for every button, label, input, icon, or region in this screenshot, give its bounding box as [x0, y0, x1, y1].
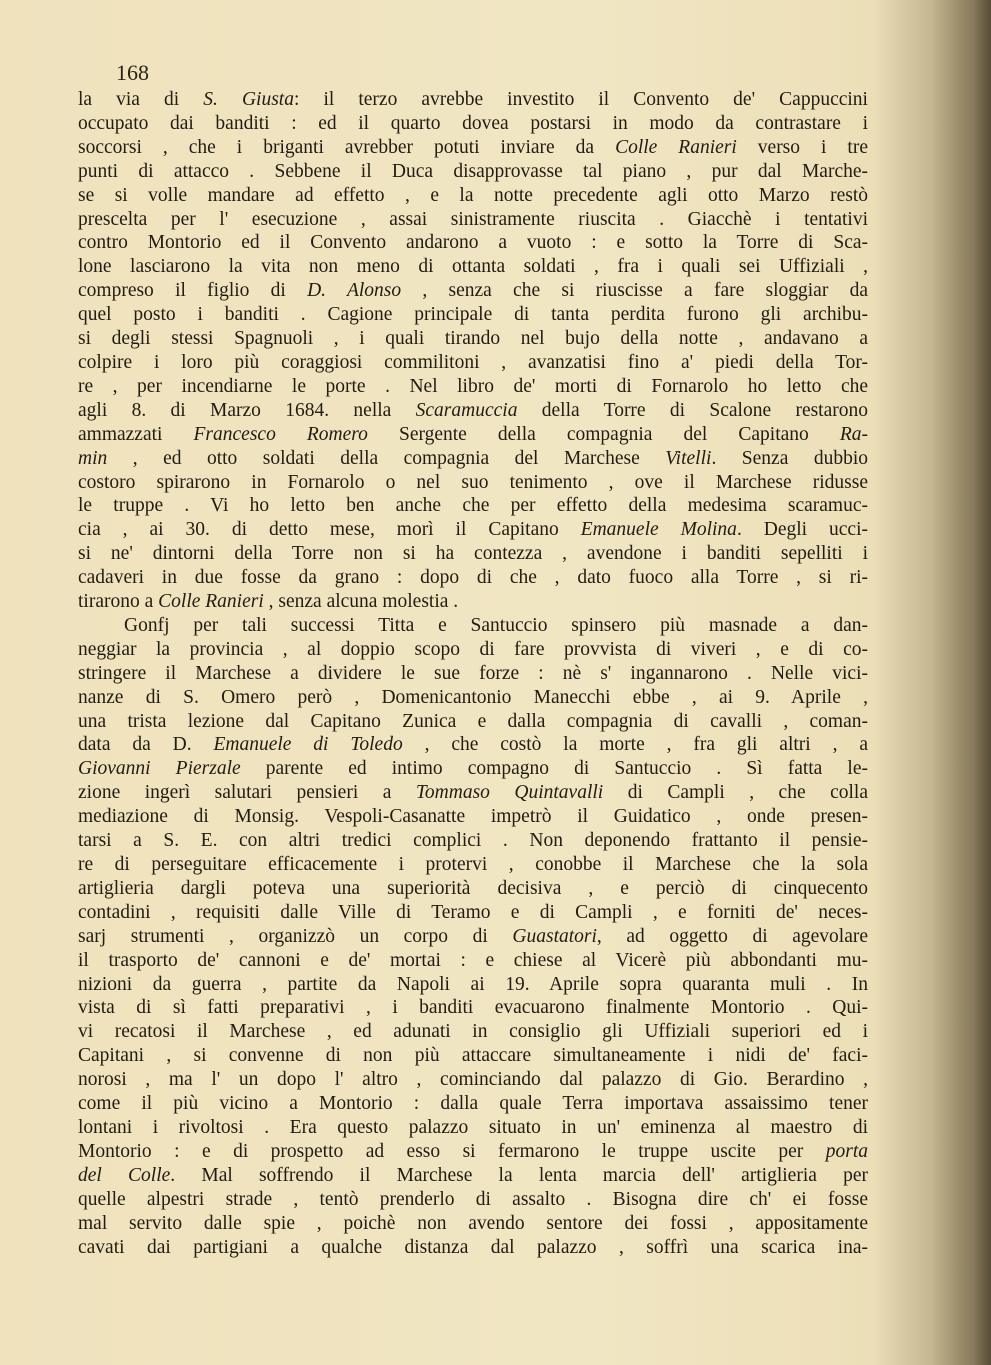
- text-run: Montorio : e di prospetto ad esso si fermarono le truppe uscite per: [78, 1140, 826, 1162]
- italic-run: min: [78, 447, 108, 469]
- page-binding-shadow: [931, 0, 991, 1365]
- text-run: , senza alcuna molestia .: [263, 591, 459, 613]
- text-run: quelle alpestri strade , tentò prenderlo di assalto . Bisogna dire ch' ei fosse: [78, 1188, 868, 1210]
- italic-run: porta: [825, 1140, 868, 1162]
- text-run: re di perseguitare efficacemente i protervi , conobbe il Marchese che la sola: [78, 854, 868, 875]
- text-run: vista di sì fatti preparativi , i banditi evacuarono finalmente Montorio . Qui-: [78, 997, 868, 1019]
- text-run: sarj strumenti , organizzò un corpo di: [78, 925, 513, 947]
- text-line: [78, 518, 868, 542]
- text-line: [78, 471, 868, 495]
- text-line: [78, 973, 868, 997]
- text-line: [78, 255, 868, 279]
- text-line: [78, 590, 868, 614]
- text-run: colpire i loro più coraggiosi commilitoni , avanzatisi fino a' piedi della Tor-: [78, 351, 868, 373]
- text-line: [78, 566, 868, 590]
- text-line: [78, 423, 868, 447]
- italic-run: Vitelli: [665, 447, 712, 469]
- text-run: parente ed intimo compagno di Santuccio . Sì fatta le-: [240, 758, 869, 780]
- text-run: compreso il figlio di: [78, 280, 308, 302]
- text-run: ammazzati: [78, 423, 194, 445]
- text-run: lontani i rivoltosi . Era questo palazzo situato in un' eminenza al maestro di: [78, 1116, 868, 1138]
- text-run: tarsi a S. E. con altri tredici complici . Non deponendo frattanto il pensie-: [78, 830, 868, 852]
- text-run: verso i tre: [736, 136, 868, 158]
- text-line: [78, 996, 868, 1020]
- text-line: [78, 662, 868, 686]
- text-run: , che costò la morte , fra gli altri , a: [402, 734, 868, 756]
- text-line: [78, 1212, 868, 1236]
- text-line: [78, 375, 868, 399]
- text-line: [78, 925, 868, 949]
- italic-run: Tommaso Quintavalli: [415, 782, 604, 804]
- text-line: [78, 1116, 868, 1140]
- text-line: [78, 112, 868, 136]
- text-run: costoro spirarono in Fornarolo o nel suo tenimento , ove il Marchese ridusse: [78, 471, 868, 493]
- text-run: Capitani , si convenne di non più attaccare simultaneamente i nidi de' faci-: [78, 1045, 868, 1067]
- text-run: agli 8. di Marzo 1684. nella: [78, 399, 416, 421]
- text-run: lone lasciarono la vita non meno di ottanta soldati , fra i quali sei Uffiziali ,: [78, 256, 868, 278]
- text-run: le truppe . Vi ho letto ben anche che per effetto della medesima scaramuc-: [78, 495, 868, 517]
- italic-run: Scaramuccia: [415, 399, 518, 421]
- text-line: [78, 1140, 868, 1164]
- text-line: [78, 614, 868, 638]
- text-line: [78, 733, 868, 757]
- text-run: , ad oggetto di agevolare: [596, 925, 868, 947]
- italic-run: Ra-: [839, 423, 868, 445]
- text-run: la via di: [78, 89, 204, 110]
- body-text: [78, 88, 868, 1259]
- text-line: [78, 303, 868, 327]
- text-run: il trasporto de' cannoni e de' mortai : e chiese al Vicerè più abbondanti mu-: [78, 949, 868, 971]
- text-run: quel posto i banditi . Cagione principale di tanta perdita furono gli archibu-: [78, 304, 868, 326]
- text-run: stringere il Marchese a dividere le sue forze : nè s' ingannarono . Nelle vici-: [78, 662, 868, 684]
- text-line: [78, 160, 868, 184]
- text-run: Sergente della compagnia del Capitano: [367, 423, 840, 445]
- text-run: prescelta per l' esecuzione , assai sinistramente riuscita . Giacchè i tentativi: [78, 208, 868, 230]
- text-line: [78, 399, 868, 423]
- text-run: della Torre di Scalone restarono: [517, 399, 868, 421]
- text-run: una trista lezione dal Capitano Zunica e dalla compagnia di cavalli , coman-: [78, 710, 868, 732]
- text-line: [78, 638, 868, 662]
- italic-run: Colle Ranieri: [615, 136, 737, 158]
- text-run: contro Montorio ed il Convento andarono a vuoto : e sotto la Torre di Sca-: [78, 232, 868, 254]
- italic-run: Emanuele di Toledo: [213, 734, 403, 756]
- text-line: [78, 542, 868, 566]
- text-run: Gonfj per tali successi Titta e Santuccio spinsero più masnade a dan-: [124, 614, 868, 636]
- text-run: neggiar la provincia , al doppio scopo di fare provvista di viveri , e di co-: [78, 638, 868, 660]
- text-run: artiglieria dargli poteva una superiorità decisiva , e perciò di cinquecento: [78, 877, 868, 899]
- text-run: . Senza dubbio: [711, 447, 868, 469]
- italic-run: S. Giusta: [203, 89, 294, 110]
- text-run: norosi , ma l' un dopo l' altro , cominciando dal palazzo di Gio. Berardino ,: [78, 1069, 868, 1091]
- italic-run: del Colle: [78, 1164, 171, 1186]
- text-line: [78, 757, 868, 781]
- text-run: , ed otto soldati della compagnia del Marchese: [107, 447, 666, 469]
- text-run: cadaveri in due fosse da grano : dopo di che , dato fuoco alla Torre , si ri-: [78, 567, 868, 589]
- page-number: 168: [116, 60, 149, 85]
- text-line: [78, 686, 868, 710]
- text-run: mediazione di Monsig. Vespoli-Casanatte impetrò il Guidatico , onde presen-: [78, 806, 868, 828]
- text-line: [78, 853, 868, 877]
- text-run: re , per incendiarne le porte . Nel libro de' morti di Fornarolo ho letto che: [78, 375, 868, 397]
- italic-run: Colle Ranieri: [158, 591, 264, 613]
- text-line: [78, 1188, 868, 1212]
- text-run: : il terzo avrebbe investito il Convento de' Cappuccini: [293, 89, 868, 110]
- text-line: [78, 184, 868, 208]
- text-run: di Campli , che colla: [603, 782, 868, 804]
- text-run: occupato dai banditi : ed il quarto dovea postarsi in modo da contrastare i: [78, 112, 868, 134]
- text-run: come il più vicino a Montorio : dalla quale Terra importava assaissimo tener: [78, 1093, 868, 1115]
- text-run: nizioni da guerra , partite da Napoli ai 19. Aprile sopra quaranta muli . In: [78, 973, 868, 995]
- text-line: [78, 351, 868, 375]
- text-line: [78, 805, 868, 829]
- text-line: [78, 877, 868, 901]
- text-line: [78, 279, 868, 303]
- text-run: . Degli ucci-: [736, 519, 868, 541]
- text-run: tirarono a: [78, 591, 159, 613]
- italic-run: Giovanni Pierzale: [78, 758, 241, 780]
- text-run: si ne' dintorni della Torre non si ha contezza , avendone i banditi sepelliti i: [78, 543, 868, 565]
- text-line: [78, 1236, 868, 1260]
- text-line: [78, 231, 868, 255]
- text-run: zione ingerì salutari pensieri a: [78, 782, 416, 804]
- text-line: [78, 949, 868, 973]
- text-run: si degli stessi Spagnuoli , i quali tirando nel bujo della notte , andavano a: [78, 328, 868, 350]
- italic-run: D. Alonso: [307, 280, 402, 302]
- text-line: [78, 447, 868, 471]
- text-line: [78, 781, 868, 805]
- text-run: cia , ai 30. di detto mese, morì il Capitano: [78, 519, 581, 541]
- text-run: vi recatosi il Marchese , ed adunati in consiglio gli Uffiziali superiori ed i: [78, 1021, 868, 1043]
- text-run: se si volle mandare ad effetto , e la notte precedente agli otto Marzo restò: [78, 184, 868, 206]
- text-run: contadini , requisiti dalle Ville di Teramo e di Campli , e forniti de' neces-: [78, 901, 868, 923]
- text-line: [78, 494, 868, 518]
- text-line: [78, 1092, 868, 1116]
- text-line: [78, 327, 868, 351]
- text-line: [78, 1164, 868, 1188]
- text-line: [78, 829, 868, 853]
- text-line: [78, 1020, 868, 1044]
- text-run: punti di attacco . Sebbene il Duca disapprovasse tal piano , pur dal Marche-: [78, 160, 868, 182]
- text-run: mal servito dalle spie , poichè non avendo sentore dei fossi , appositamente: [78, 1212, 868, 1234]
- text-line: [78, 901, 868, 925]
- text-run: , senza che si riuscisse a fare sloggiar da: [401, 280, 868, 302]
- text-line: [78, 1044, 868, 1068]
- text-run: . Mal soffrendo il Marchese la lenta marcia dell' artiglieria per: [170, 1164, 868, 1186]
- text-line: [78, 88, 868, 112]
- italic-run: Emanuele Molina: [580, 519, 737, 541]
- text-run: data da D.: [78, 734, 214, 756]
- italic-run: Francesco Romero: [193, 423, 368, 445]
- text-run: nanze di S. Omero però , Domenicantonio Manecchi ebbe , ai 9. Aprile ,: [78, 686, 868, 708]
- text-line: [78, 710, 868, 734]
- italic-run: Guastatori: [512, 925, 597, 947]
- text-line: [78, 1068, 868, 1092]
- text-run: cavati dai partigiani a qualche distanza dal palazzo , soffrì una scarica ina-: [78, 1236, 868, 1258]
- text-line: [78, 208, 868, 232]
- text-run: soccorsi , che i briganti avrebber potuti inviare da: [78, 136, 616, 158]
- text-line: [78, 136, 868, 160]
